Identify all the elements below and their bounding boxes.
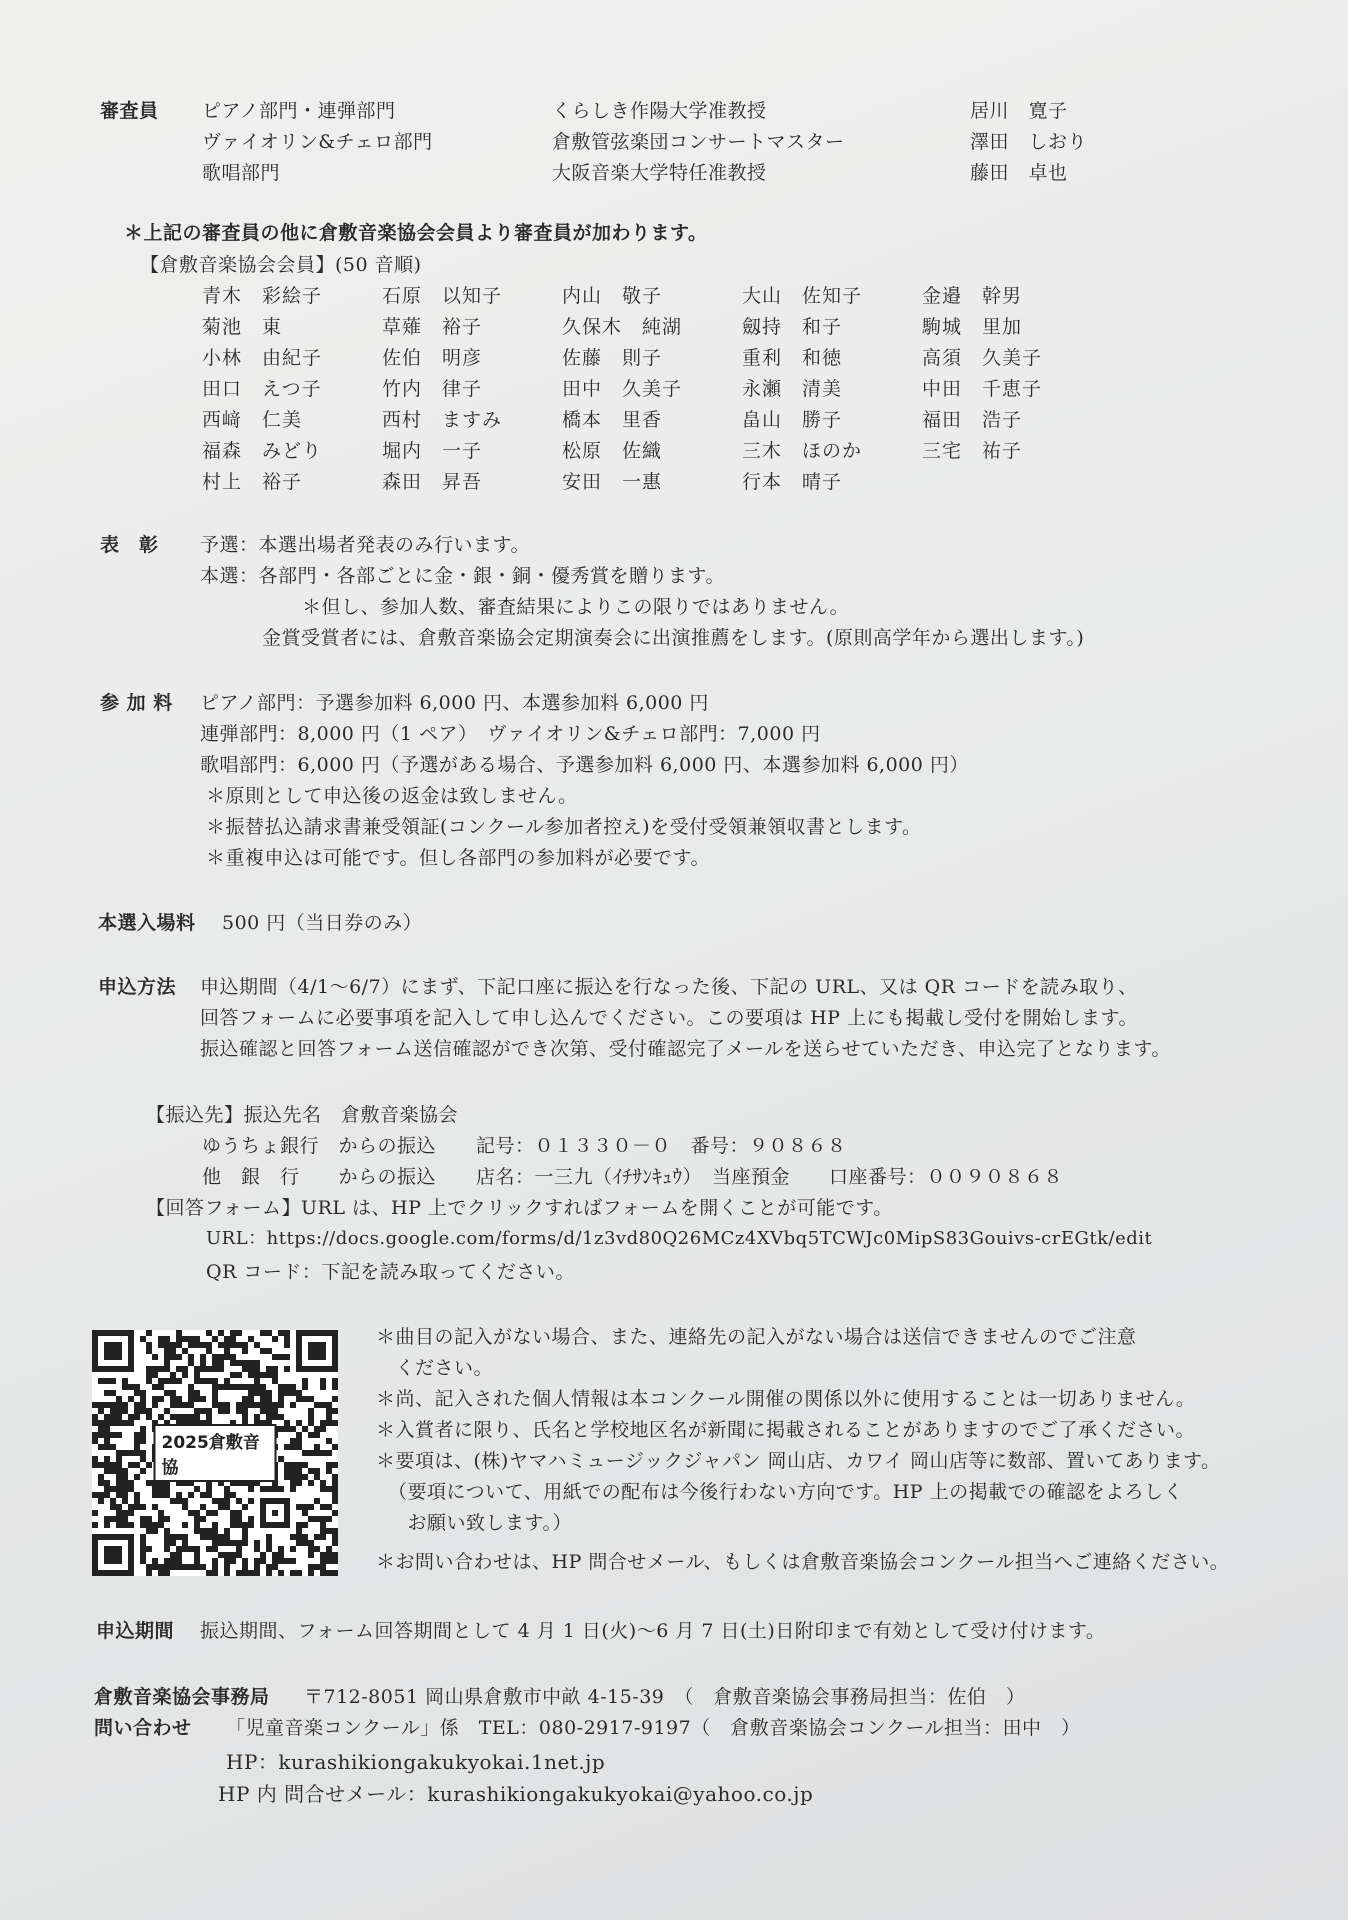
judge-affiliation: くらしき作陽大学准教授 <box>552 100 767 122</box>
note-line: ＊曲目の記入がない場合、また、連絡先の記入がない場合は送信できませんのでご注意 <box>376 1326 1137 1348</box>
member-name: 久保木 純湖 <box>562 316 683 338</box>
office-heading: 倉敷音楽協会事務局 <box>94 1686 270 1708</box>
member-name: 福森 みどり <box>202 440 323 462</box>
judges-note: ＊上記の審査員の他に倉敷音楽協会会員より審査員が加わります。 <box>124 222 708 244</box>
bank-detail: 店名：一三九（ｲﾁｻﾝｷｭｳ） 当座預金 口座番号：００９０８６８ <box>476 1166 1064 1188</box>
fees-heading: 参 加 料 <box>100 692 173 714</box>
note-line: ＊尚、記入された個人情報は本コンクール開催の関係以外に使用することは一切ありません。 <box>376 1388 1196 1410</box>
member-name: 劔持 和子 <box>742 316 843 338</box>
judge-affiliation: 大阪音楽大学特任准教授 <box>552 162 767 184</box>
member-name: 村上 裕子 <box>202 471 303 493</box>
member-name: 堀内 一子 <box>382 440 483 462</box>
apply-line: 回答フォームに必要事項を記入して申し込んでください。この要項は HP 上にも掲載し受付を開始します。 <box>200 1007 1138 1029</box>
member-name: 青木 彩絵子 <box>202 285 323 307</box>
awards-line: 予選：本選出場者発表のみ行います。 <box>200 534 530 556</box>
contact-mail[interactable]: HP 内 問合せメール：kurashikiongakukyokai@yahoo.co.jp <box>218 1782 814 1806</box>
member-name: 石原 以知子 <box>382 285 503 307</box>
member-name: 草薙 裕子 <box>382 316 483 338</box>
member-name: 駒城 里加 <box>922 316 1023 338</box>
awards-line: 本選：各部門・各部ごとに金・銀・銅・優秀賞を贈ります。 <box>200 565 725 587</box>
awards-line: 金賞受賞者には、倉敷音楽協会定期演奏会に出演推薦をします。(原則高学年から選出します。) <box>262 627 1085 649</box>
member-name: 畠山 勝子 <box>742 409 843 431</box>
apply-heading: 申込方法 <box>98 976 177 998</box>
member-name: 安田 一惠 <box>562 471 663 493</box>
inquiry-text: 「児童音楽コンクール」係 TEL：080-2917-9197（ 倉敷音楽協会コンクール担当：田中 ） <box>226 1717 1081 1739</box>
bank-label: ゆうちょ銀行 からの振込 <box>202 1135 437 1157</box>
qr-code[interactable] <box>92 1330 338 1576</box>
bank-label: 他 銀 行 からの振込 <box>202 1166 437 1188</box>
bank-detail: 記号：０１３３０－０ 番号：９０８６８ <box>476 1135 847 1157</box>
member-name: 橋本 里香 <box>562 409 663 431</box>
judges-heading: 審査員 <box>100 100 159 122</box>
member-name: 西﨑 仁美 <box>202 409 303 431</box>
member-name: 三宅 祐子 <box>922 440 1023 462</box>
fees-line: 連弾部門：8,000 円（1 ペア） ヴァイオリン&チェロ部門：7,000 円 <box>200 723 821 745</box>
member-name: 三木 ほのか <box>742 440 863 462</box>
member-name: 森田 昇吾 <box>382 471 483 493</box>
form-heading: 【回答フォーム】URL は、HP 上でクリックすればフォームを開くことが可能です。 <box>146 1197 893 1219</box>
fees-line: 歌唱部門：6,000 円（予選がある場合、予選参加料 6,000 円、本選参加料 6,000 円） <box>200 754 969 776</box>
awards-line: ＊但し、参加人数、審査結果によりこの限りではありません。 <box>302 596 850 618</box>
member-name: 松原 佐織 <box>562 440 663 462</box>
note-line: ＊入賞者に限り、氏名と学校地区名が新聞に掲載されることがありますのでご了承ください。 <box>376 1419 1196 1441</box>
hp-link[interactable]: HP：kurashikiongakukyokai.1net.jp <box>226 1750 606 1774</box>
member-name: 竹内 律子 <box>382 378 483 400</box>
members-heading: 【倉敷音楽協会会員】(50 音順) <box>140 254 422 276</box>
office-text: 〒712-8051 岡山県倉敷市中畝 4-15-39 （ 倉敷音楽協会事務局担当：佐伯 ） <box>304 1686 1026 1708</box>
member-name: 田中 久美子 <box>562 378 683 400</box>
period-heading: 申込期間 <box>96 1620 175 1642</box>
note-line: ＊要項は、(株)ヤマハミュージックジャパン 岡山店、カワイ 岡山店等に数部、置いてあります。 <box>376 1450 1221 1472</box>
period-text: 振込期間、フォーム回答期間として 4 月 1 日(火)～6 月 7 日(土)日附印まで有効として受け付けます。 <box>200 1620 1106 1642</box>
judge-name: 藤田 卓也 <box>970 162 1068 184</box>
judge-affiliation: 倉敷管弦楽団コンサートマスター <box>552 131 845 153</box>
apply-line: 振込確認と回答フォーム送信確認ができ次第、受付確認完了メールを送らせていただき、申込完了となります。 <box>200 1038 1171 1060</box>
member-name: 小林 由紀子 <box>202 347 323 369</box>
member-name: 菊池 東 <box>202 316 283 338</box>
member-name: 金邉 幹男 <box>922 285 1023 307</box>
awards-heading: 表 彰 <box>100 534 159 556</box>
member-name: 佐藤 則子 <box>562 347 663 369</box>
note-line: ＊お問い合わせは、HP 問合せメール、もしくは倉敷音楽協会コンクール担当へご連絡ください。 <box>376 1551 1230 1573</box>
fees-line: ピアノ部門：予選参加料 6,000 円、本選参加料 6,000 円 <box>200 692 709 714</box>
member-name: 永瀬 清美 <box>742 378 843 400</box>
member-name: 西村 ますみ <box>382 409 503 431</box>
inquiry-heading: 問い合わせ <box>94 1717 192 1739</box>
member-name: 内山 敬子 <box>562 285 663 307</box>
member-name: 中田 千恵子 <box>922 378 1043 400</box>
qr-instruction: QR コード：下記を読み取ってください。 <box>206 1261 575 1283</box>
member-name: 高須 久美子 <box>922 347 1043 369</box>
apply-line: 申込期間（4/1～6/7）にまず、下記口座に振込を行なった後、下記の URL、又は QR コードを読み取り、 <box>200 976 1138 998</box>
judge-division: ヴァイオリン&チェロ部門 <box>202 131 433 153</box>
qr-label: 2025倉敷音協 <box>154 1424 277 1482</box>
member-name: 重利 和徳 <box>742 347 843 369</box>
note-line: （要項について、用紙での配布は今後行わない方向です。HP 上の掲載での確認をよろしく <box>388 1481 1184 1503</box>
judge-name: 澤田 しおり <box>970 131 1088 153</box>
judge-name: 居川 寛子 <box>970 100 1068 122</box>
note-line: ください。 <box>376 1357 494 1379</box>
admission-text: 500 円（当日券のみ） <box>222 912 423 934</box>
member-name: 田口 えつ子 <box>202 378 322 400</box>
judge-division: 歌唱部門 <box>202 162 281 184</box>
form-url[interactable]: URL：https://docs.google.com/forms/d/1z3vd80Q26MCz4XVbq5TCWJc0MipS83Gouivs-crEGtk/edit <box>206 1228 1153 1249</box>
fees-line: ＊重複申込は可能です。但し各部門の参加料が必要です。 <box>206 847 710 869</box>
fees-line: ＊原則として申込後の返金は致しません。 <box>206 785 578 807</box>
member-name: 福田 浩子 <box>922 409 1023 431</box>
note-line: お願い致します。） <box>388 1512 572 1534</box>
member-name: 佐伯 明彦 <box>382 347 483 369</box>
judge-division: ピアノ部門・連弾部門 <box>202 100 396 122</box>
member-name: 行本 晴子 <box>742 471 843 493</box>
admission-heading: 本選入場料 <box>98 912 196 934</box>
fees-line: ＊振替払込請求書兼受領証(コンクール参加者控え)を受付受領兼領収書とします。 <box>206 816 922 838</box>
transfer-heading: 【振込先】振込先名 倉敷音楽協会 <box>146 1104 459 1126</box>
member-name: 大山 佐知子 <box>742 285 863 307</box>
